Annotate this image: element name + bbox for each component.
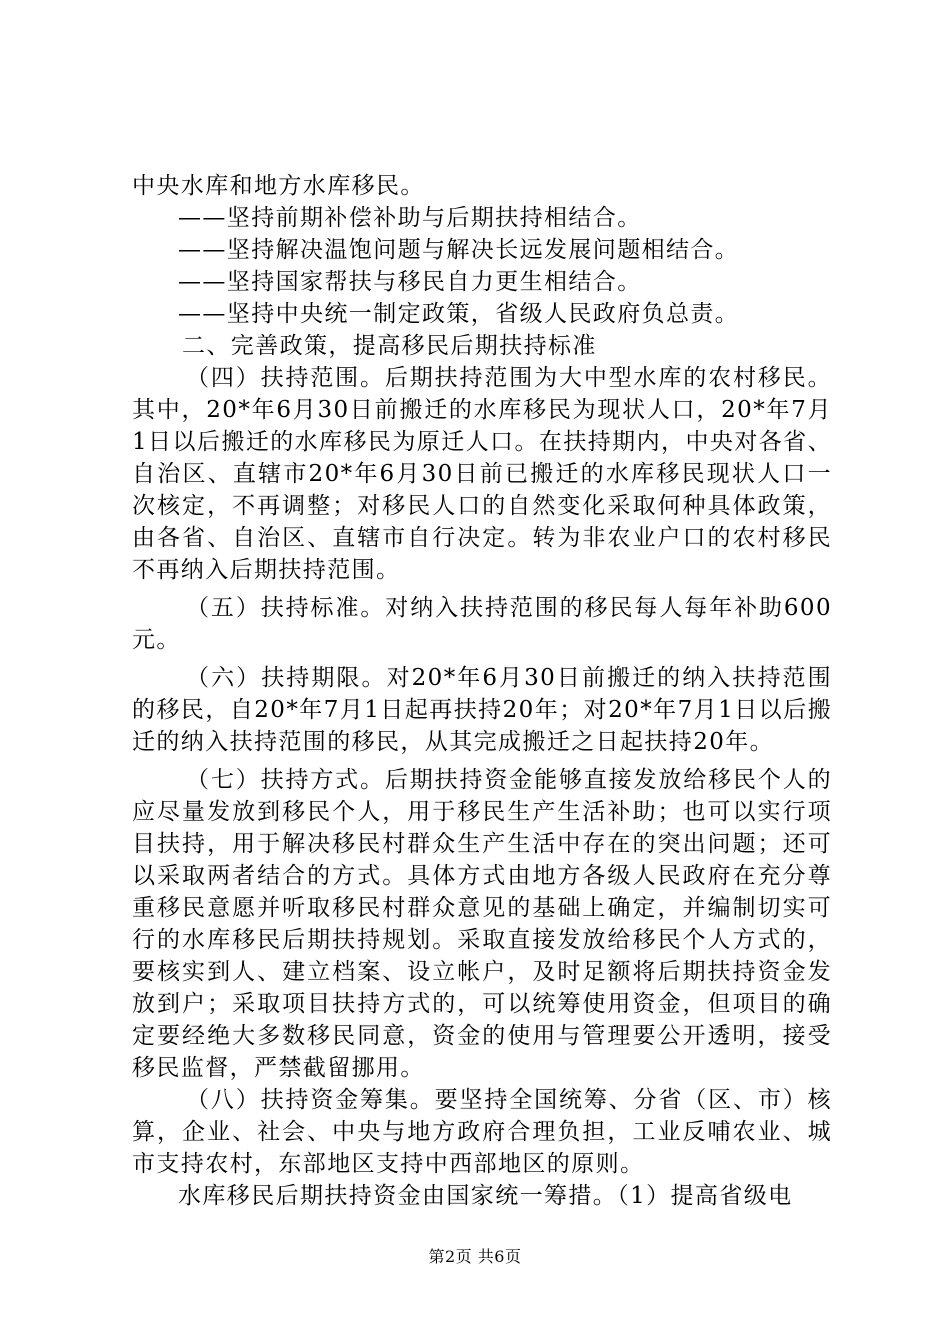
paragraph-continuation: 中央水库和地方水库移民。 [132, 173, 425, 199]
principle-item: ——坚持国家帮扶与移民自力更生相结合。 [178, 269, 642, 295]
paragraph-funding-source: 水库移民后期扶持资金由国家统一筹措。（1）提高省级电 [178, 1183, 793, 1209]
section-heading: 二、完善政策，提高移民后期扶持标准 [182, 333, 597, 359]
principle-item: ——坚持前期补偿补助与后期扶持相结合。 [178, 205, 642, 231]
paragraph-method: （七）扶持方式。后期扶持资金能够直接发放给移民个人的应尽量发放到移民个人，用于移民生产生活补助；也可以实行项目扶持，用于解决移民村群众生产生活中存在的突出问题；还可以采取两者结合的方式。具体方式由地方各级人民政府在充分尊重移民意愿并听取移民村群众意见的基础上确定，并编制切实可行的水库移民后期扶持规划。采取直接发放给移民个人方式的，要核实到人、建立档案、设立帐户，及时足额将后期扶持资金发放到户；采取项目扶持方式的，可以统筹使用资金，但项目的确定要经绝大多数移民同意，资金的使用与管理要公开透明，接受移民监督，严禁截留挪用。 [132, 767, 832, 1081]
document-body [132, 170, 832, 1212]
paragraph-scope: （四）扶持范围。后期扶持范围为大中型水库的农村移民。其中，20*年6月30日前搬迁的水库移民为现状人口，20*年7月1日以后搬迁的水库移民为原迁人口。在扶持期内，中央对各省、自治区、直辖市20*年6月30日前已搬迁的水库移民现状人口一次核定，不再调整；对移民人口的自然变化采取何种具体政策，由各省、自治区、直辖市自行决定。转为非农业户口的农村移民不再纳入后期扶持范围。 [132, 365, 832, 583]
paragraph-period: （六）扶持期限。对20*年6月30日前搬迁的纳入扶持范围的移民，自20*年7月1日起再扶持20年；对20*年7月1日以后搬迁的纳入扶持范围的移民，从其完成搬迁之日起扶持20年。 [132, 665, 832, 755]
page-number-footer: 第2页 共6页 [428, 1247, 522, 1266]
paragraph-standard: （五）扶持标准。对纳入扶持范围的移民每人每年补助600元。 [132, 595, 832, 653]
principle-item: ——坚持中央统一制定政策，省级人民政府负总责。 [178, 301, 740, 327]
paragraph-funding: （八）扶持资金筹集。要坚持全国统筹、分省（区、市）核算，企业、社会、中央与地方政府合理负担，工业反哺农业、城市支持农村，东部地区支持中西部地区的原则。 [132, 1087, 832, 1177]
principle-item: ——坚持解决温饱问题与解决长远发展问题相结合。 [178, 237, 740, 263]
